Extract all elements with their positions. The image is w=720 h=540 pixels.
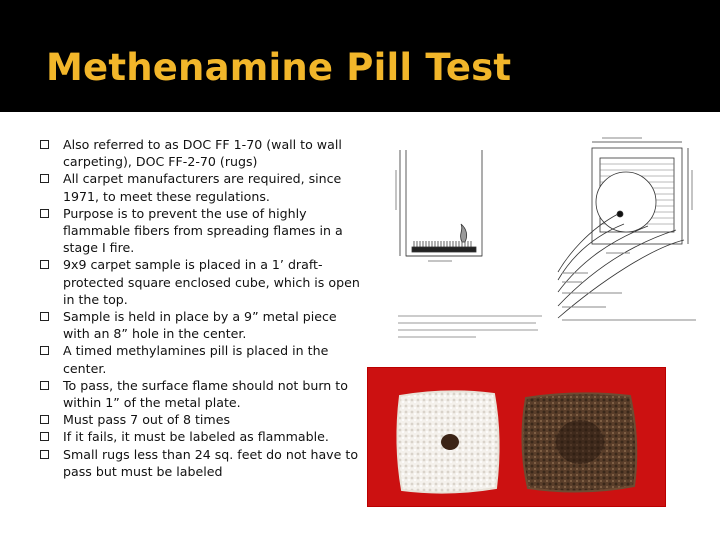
hollow-square-bullet-icon [40,415,49,424]
bullet-text: All carpet manufacturers are required, since 1971, to meet these regulations. [63,171,342,204]
carpet-samples-photo [367,367,666,507]
bullet-item [40,342,360,376]
bullet-item [40,377,360,411]
hollow-square-bullet-icon [40,140,49,149]
bullet-item [40,136,360,170]
bullet-item [40,411,360,428]
flame-mark [461,224,467,242]
hollow-square-bullet-icon [40,260,49,269]
hollow-square-bullet-icon [40,381,49,390]
hollow-square-bullet-icon [40,174,49,183]
bullet-text: Small rugs less than 24 sq. feet do not have to pass but must be labeled [63,446,359,479]
bullet-text: Also referred to as DOC FF 1-70 (wall to wall carpeting), DOC FF-2-70 (rugs) [63,137,342,170]
bullet-item [40,256,360,308]
slide-title: Methenamine Pill Test [46,46,512,89]
burn-spot [441,434,459,450]
hollow-square-bullet-icon [40,209,49,218]
title-bar [0,0,720,112]
plate-hole [596,172,656,232]
bullet-item [40,205,360,257]
bullet-item [40,170,360,204]
bullet-text: If it fails, it must be labeled as flammable. [63,429,329,445]
bullet-item [40,428,360,445]
bullet-text: Purpose is to prevent the use of highly flammable fibers from spreading flames in a stage I fire. [63,205,343,256]
hollow-square-bullet-icon [40,346,49,355]
bullet-text: A timed methylamines pill is placed in the center. [63,343,329,376]
bullet-text: Sample is held in place by a 9” metal piece with an 8” hole in the center. [63,309,337,342]
methenamine-test-diagram [392,130,712,340]
side-view-box [406,150,482,256]
hollow-square-bullet-icon [40,450,49,459]
bullet-item [40,308,360,342]
bullet-text: To pass, the surface flame should not burn to within 1” of the metal plate. [63,377,348,411]
diagram-caption [396,312,546,348]
hollow-square-bullet-icon [40,432,49,441]
bullet-list [40,136,360,480]
hollow-square-bullet-icon [40,312,49,321]
side-view-carpet [412,247,476,252]
bullet-item [40,446,360,480]
bullet-text: Must pass 7 out of 8 times [63,412,231,428]
burn-area [556,420,604,464]
bullet-text: 9x9 carpet sample is placed in a 1’ draft-protected square enclosed cube, which is open in the top. [63,257,360,307]
